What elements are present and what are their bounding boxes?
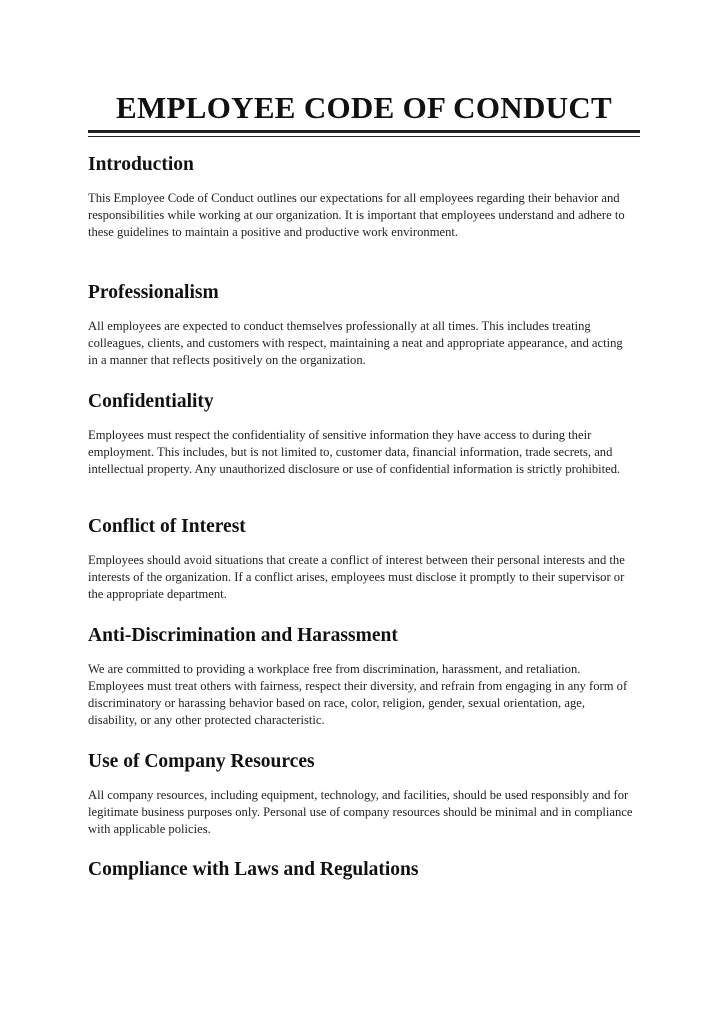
section-anti-discrimination xyxy=(88,623,633,729)
section-introduction xyxy=(88,152,633,241)
section-compliance xyxy=(88,857,633,883)
section-body: This Employee Code of Conduct outlines our expectations for all employees regarding their behavior and responsibilities while working at our organization. It is important that employees understand and adhere to these guidelines to maintain a positive and productive work environment. xyxy=(88,191,625,239)
section-body: Employees should avoid situations that create a conflict of interest between their personal interests and the interests of the organization. If a conflict arises, employees must disclose it promptly to their supervisor or the appropriate department. xyxy=(88,553,625,601)
section-heading: Conflict of Interest xyxy=(88,516,246,537)
section-professionalism xyxy=(88,280,633,369)
section-conflict-of-interest xyxy=(88,514,633,603)
section-heading: Compliance with Laws and Regulations xyxy=(88,859,419,880)
title-divider-thick xyxy=(88,130,640,133)
section-company-resources xyxy=(88,749,633,838)
section-body: All company resources, including equipment, technology, and facilities, should be used responsibly and for legitimate business purposes only. Personal use of company resources should be minimal and in compliance with applicable policies. xyxy=(88,788,633,836)
title-divider-thin xyxy=(88,136,640,137)
section-heading: Anti-Discrimination and Harassment xyxy=(88,625,398,646)
section-heading: Professionalism xyxy=(88,282,219,303)
document-title: EMPLOYEE CODE OF CONDUCT xyxy=(115,90,613,125)
section-body: All employees are expected to conduct themselves professionally at all times. This includes treating colleagues, clients, and customers with respect, maintaining a neat and appropriate appearance, and acting in a manner that reflects positively on the organization. xyxy=(88,319,623,367)
section-heading: Introduction xyxy=(88,154,194,175)
section-body: Employees must respect the confidentiality of sensitive information they have access to during their employment. This includes, but is not limited to, customer data, financial information, trade secrets, and intellectual property. Any unauthorized disclosure or use of confidential information is strictly prohibited. xyxy=(88,428,621,476)
section-heading: Confidentiality xyxy=(88,391,214,412)
section-body: We are committed to providing a workplace free from discrimination, harassment, and retaliation. Employees must treat others with fairness, respect their diversity, and refrain from engaging in any form of discriminatory or harassing behavior based on race, color, religion, gender, sexual orientation, age, disability, or any other protected characteristic. xyxy=(88,662,628,727)
section-confidentiality xyxy=(88,389,633,478)
section-heading: Use of Company Resources xyxy=(88,751,315,772)
